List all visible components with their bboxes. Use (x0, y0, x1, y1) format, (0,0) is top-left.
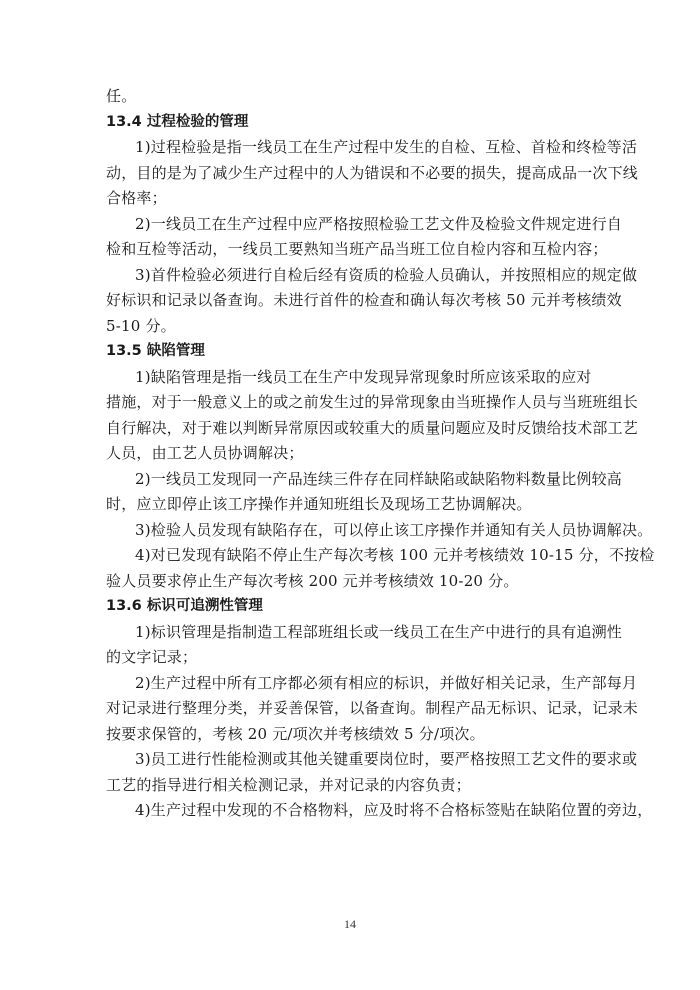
paragraph-line: 2)一线员工发现同一产品连续三件存在同样缺陷或缺陷物料数量比例较高 (135, 469, 622, 488)
paragraph (106, 518, 653, 544)
paragraph-line: 3)员工进行性能检测或其他关键重要岗位时，要严格按照工艺文件的要求或 (135, 750, 638, 768)
paragraph-line: 人员，由工艺人员协调解决； (106, 444, 304, 462)
paragraph-line: 验人员要求停止生产每次考核 200 元并考核绩效 10-20 分。 (106, 571, 519, 590)
paragraph (106, 212, 622, 263)
paragraph (106, 620, 622, 671)
paragraph-line: 1)过程检验是指一线员工在生产过程中发生的自检、互检、首检和终检等活 (135, 138, 638, 156)
paragraph-line: 3)首件检验必须进行自检后经有资质的检验人员确认，并按照相应的规定做 (135, 265, 638, 284)
paragraph-line: 5-10 分。 (106, 316, 176, 335)
paragraph-line: 对记录进行整理分类，并妥善保管，以备查询。制程产品无标识、记录，记录未 (106, 699, 639, 717)
paragraph-line: 时，应立即停止该工序操作并通知班组长及现场工艺协调解决。 (106, 495, 532, 513)
paragraph (106, 747, 638, 798)
section-heading: 13.6 标识可追溯性管理 (106, 598, 263, 614)
paragraph-line: 的文字记录； (106, 648, 198, 666)
paragraph (106, 467, 622, 518)
paragraph (106, 135, 639, 212)
page-number: 14 (344, 917, 356, 931)
section-13-6 (106, 594, 653, 824)
paragraph-line: 自行解决，对于难以判断异常原因或较重大的质量问题应及时反馈给技术部工艺 (106, 418, 639, 437)
paragraph (106, 543, 655, 594)
paragraph-line: 1)缺陷管理是指一线员工在生产中发现异常现象时所应该采取的应对 (135, 367, 592, 386)
section-13-5 (106, 339, 655, 594)
paragraph-line: 4)对已发现有缺陷不停止生产每次考核 100 元并考核绩效 10-15 分，不按检 (135, 546, 655, 564)
paragraph-line: 好标识和记录以备查询。未进行首件的检查和确认每次考核 50 元并考核绩效 (106, 291, 622, 309)
paragraph-line: 4)生产过程中发现的不合格物料，应及时将不合格标签贴在缺陷位置的旁边， (135, 801, 653, 819)
page-content (106, 84, 655, 824)
paragraph-line: 工艺的指导进行相关检测记录，并对记录的内容负责； (106, 775, 471, 794)
paragraph-line: 3)检验人员发现有缺陷存在，可以停止该工序操作并通知有关人员协调解决。 (135, 520, 653, 539)
paragraph-line: 措施，对于一般意义上的或之前发生过的异常现象由当班操作人员与当班班组长 (106, 393, 639, 411)
leading-fragment: 任。 (106, 87, 137, 105)
paragraph (106, 263, 638, 340)
section-13-4 (106, 110, 639, 340)
paragraph-line: 按要求保管的，考核 20 元/项次并考核绩效 5 分/项次。 (106, 724, 485, 743)
paragraph-line: 2)生产过程中所有工序都必须有相应的标识，并做好相关记录，生产部每月 (135, 673, 638, 692)
paragraph (106, 798, 653, 824)
paragraph-line: 合格率； (106, 189, 167, 207)
section-heading: 13.4 过程检验的管理 (106, 113, 249, 130)
section-heading: 13.5 缺陷管理 (106, 343, 205, 359)
paragraph-line: 2)一线员工在生产过程中应严格按照检验工艺文件及检验文件规定进行自 (135, 214, 622, 233)
paragraph-line: 动，目的是为了减少生产过程中的人为错误和不必要的损失，提高成品一次下线 (106, 163, 639, 182)
paragraph-line: 1)标识管理是指制造工程部班组长或一线员工在生产中进行的具有追溯性 (135, 622, 622, 641)
paragraph-line: 检和互检等活动，一线员工要熟知当班产品当班工位自检内容和互检内容； (106, 240, 608, 258)
paragraph (106, 365, 639, 467)
paragraph (106, 671, 639, 748)
